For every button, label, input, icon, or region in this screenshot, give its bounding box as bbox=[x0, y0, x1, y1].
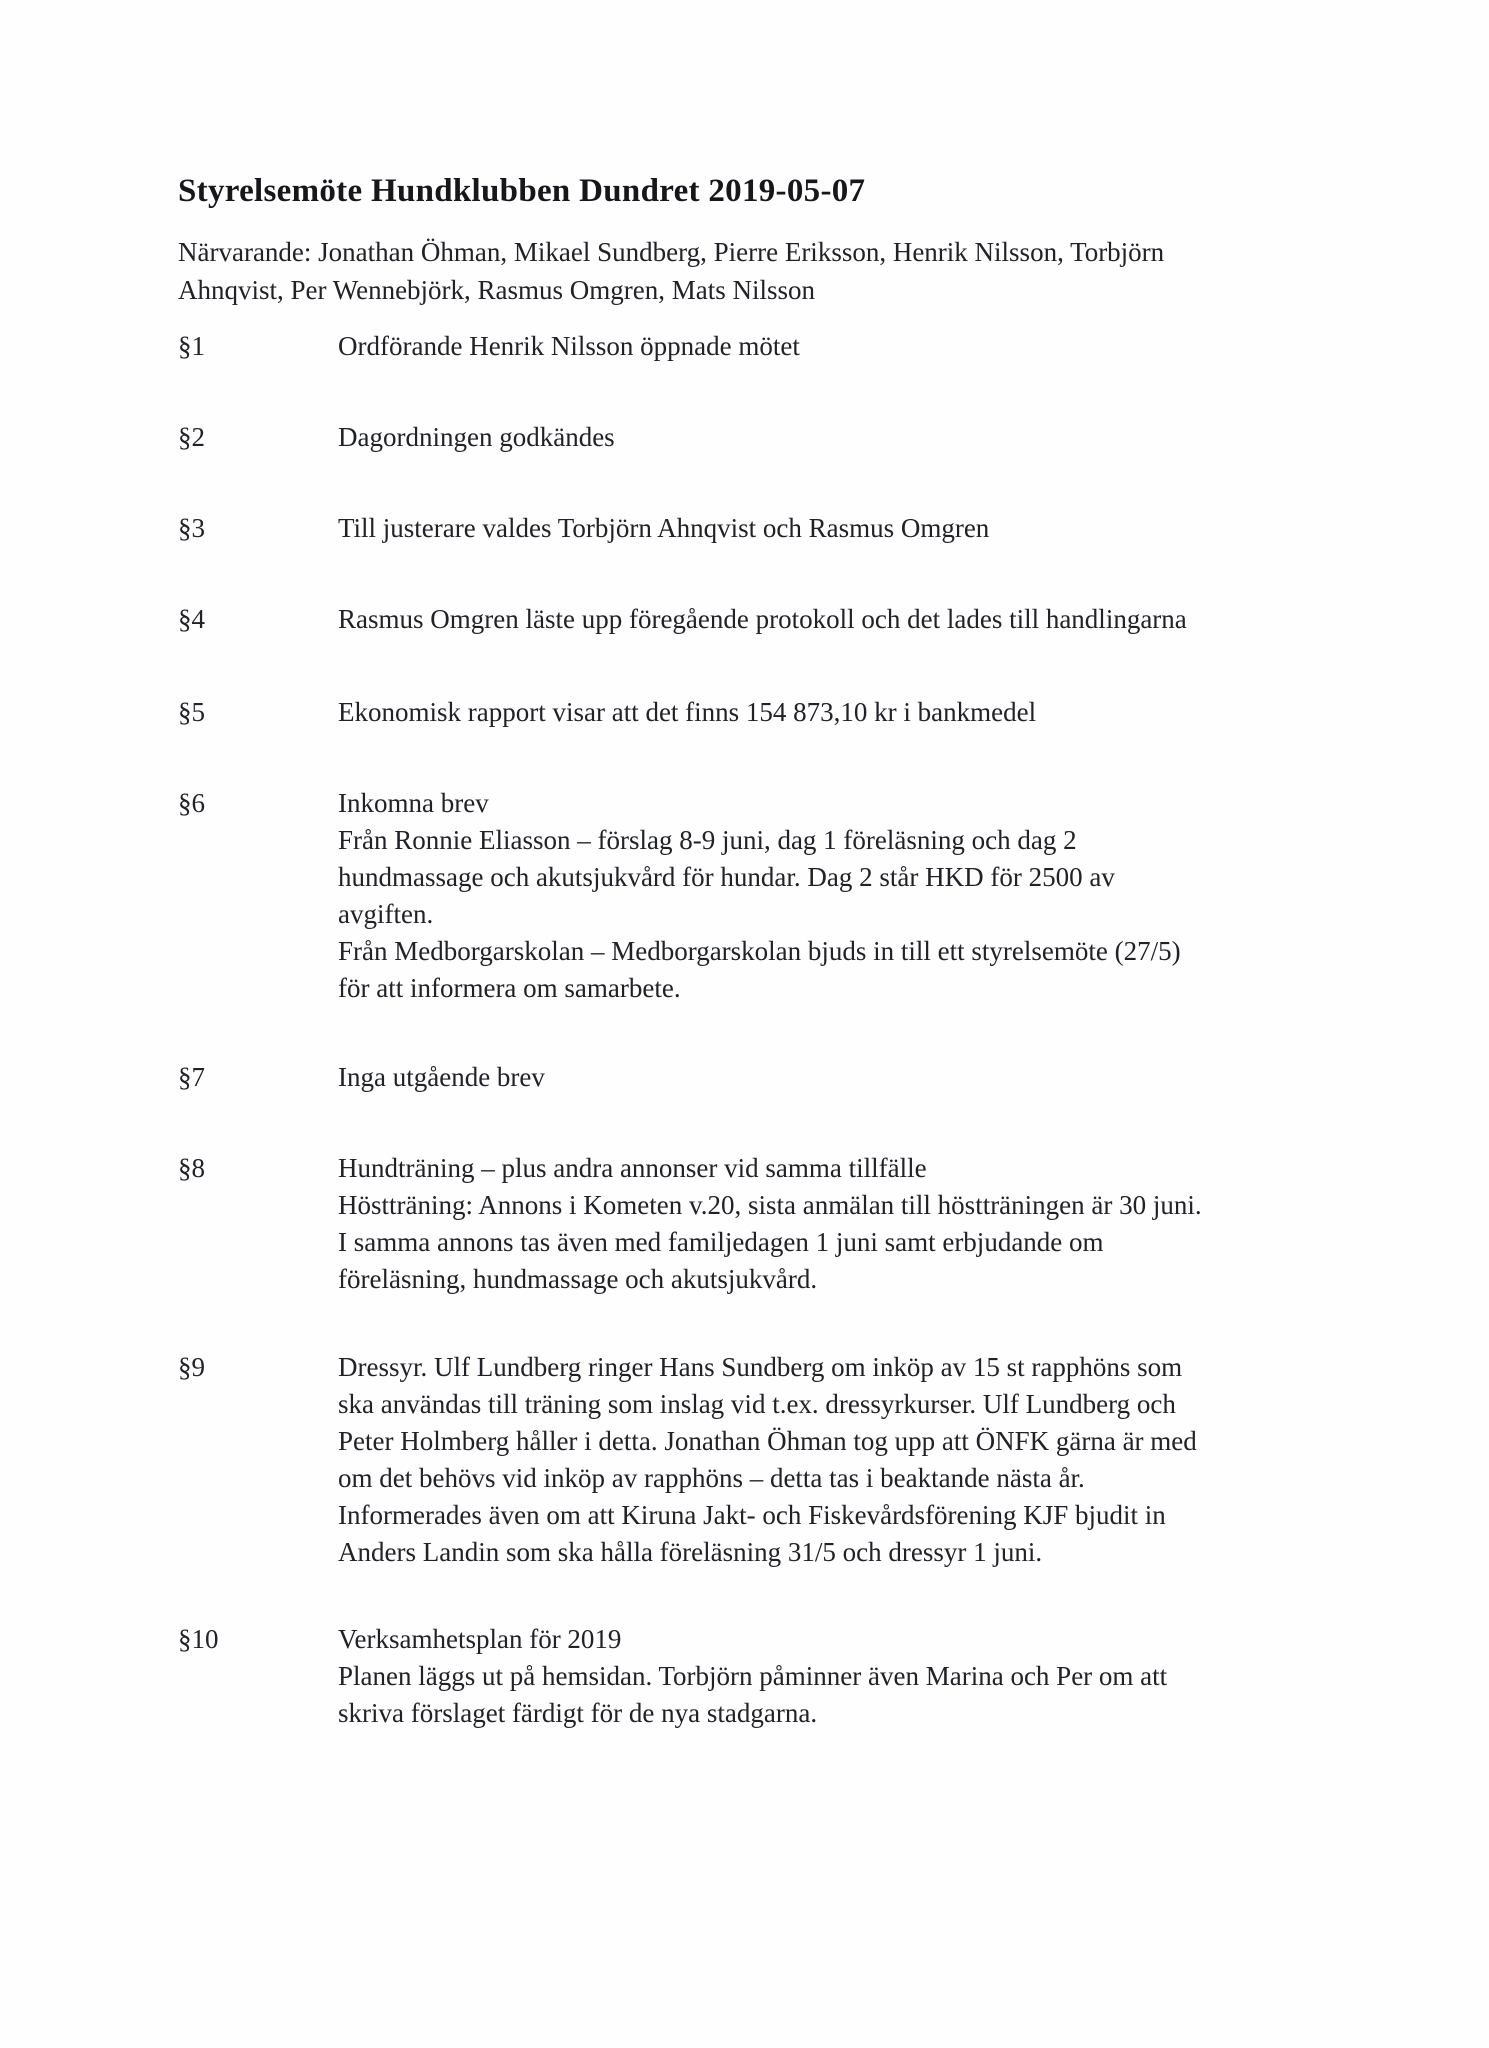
item-line: föreläsning, hundmassage och akutsjukvård. bbox=[338, 1264, 818, 1294]
item-line: Inkomna brev bbox=[338, 788, 489, 818]
item-text bbox=[338, 785, 1298, 1007]
item-text bbox=[338, 1150, 1298, 1298]
item-number: §9 bbox=[178, 1352, 205, 1382]
item-line: Rasmus Omgren läste upp föregående protokoll och det lades till handlingarna bbox=[338, 604, 1187, 634]
item-line: Dagordningen godkändes bbox=[338, 422, 615, 452]
item-number: §4 bbox=[178, 604, 205, 634]
item-line: Inga utgående brev bbox=[338, 1062, 545, 1092]
item-line: Ekonomisk rapport visar att det finns 154 873,10 kr i bankmedel bbox=[338, 697, 1037, 727]
item-line: om det behövs vid inköp av rapphöns – detta tas i beaktande nästa år. bbox=[338, 1463, 1085, 1493]
item-line: Verksamhetsplan för 2019 bbox=[338, 1624, 622, 1654]
item-number: §5 bbox=[178, 697, 205, 727]
item-number: §8 bbox=[178, 1153, 205, 1183]
attendees-line: Närvarande: Jonathan Öhman, Mikael Sundberg, Pierre Eriksson, Henrik Nilsson, Torbjörn bbox=[178, 237, 1165, 267]
item-text bbox=[338, 1059, 1298, 1096]
item-line: ska användas till träning som inslag vid t.ex. dressyrkurser. Ulf Lundberg och bbox=[338, 1389, 1176, 1419]
item-number: §7 bbox=[178, 1062, 205, 1092]
item-line: Ordförande Henrik Nilsson öppnade mötet bbox=[338, 331, 800, 361]
item-text bbox=[338, 694, 1298, 731]
item-text bbox=[338, 419, 1298, 456]
item-line: I samma annons tas även med familjedagen 1 juni samt erbjudande om bbox=[338, 1227, 1104, 1257]
item-line: Anders Landin som ska hålla föreläsning 31/5 och dressyr 1 juni. bbox=[338, 1537, 1043, 1567]
document-title: Styrelsemöte Hundklubben Dundret 2019-05-07 bbox=[178, 173, 866, 209]
item-number: §1 bbox=[178, 331, 205, 361]
item-line: Höstträning: Annons i Kometen v.20, sista anmälan till höstträningen är 30 juni. bbox=[338, 1190, 1202, 1220]
attendees-paragraph bbox=[178, 233, 1318, 309]
item-line: skriva förslaget färdigt för de nya stadgarna. bbox=[338, 1698, 818, 1728]
item-line: Planen läggs ut på hemsidan. Torbjörn påminner även Marina och Per om att bbox=[338, 1661, 1168, 1691]
item-text bbox=[338, 510, 1298, 547]
item-number: §3 bbox=[178, 513, 205, 543]
item-line: avgiften. bbox=[338, 899, 434, 929]
item-line: Från Ronnie Eliasson – förslag 8-9 juni, dag 1 föreläsning och dag 2 bbox=[338, 825, 1077, 855]
item-text bbox=[338, 328, 1298, 365]
item-number: §2 bbox=[178, 422, 205, 452]
item-text bbox=[338, 1621, 1298, 1732]
item-line: Peter Holmberg håller i detta. Jonathan Öhman tog upp att ÖNFK gärna är med bbox=[338, 1426, 1197, 1456]
item-line: Hundträning – plus andra annonser vid samma tillfälle bbox=[338, 1153, 927, 1183]
item-line: Dressyr. Ulf Lundberg ringer Hans Sundberg om inköp av 15 st rapphöns som bbox=[338, 1352, 1183, 1382]
attendees-line: Ahnqvist, Per Wennebjörk, Rasmus Omgren, Mats Nilsson bbox=[178, 275, 816, 305]
item-line: för att informera om samarbete. bbox=[338, 973, 681, 1003]
item-text bbox=[338, 601, 1298, 638]
item-line: hundmassage och akutsjukvård för hundar. Dag 2 står HKD för 2500 av bbox=[338, 862, 1115, 892]
item-line: Informerades även om att Kiruna Jakt- och Fiskevårdsförening KJF bjudit in bbox=[338, 1500, 1166, 1530]
item-line: Från Medborgarskolan – Medborgarskolan bjuds in till ett styrelsemöte (27/5) bbox=[338, 936, 1181, 966]
item-line: Till justerare valdes Torbjörn Ahnqvist och Rasmus Omgren bbox=[338, 513, 990, 543]
item-number: §10 bbox=[178, 1624, 219, 1654]
item-number: §6 bbox=[178, 788, 205, 818]
item-text bbox=[338, 1349, 1298, 1571]
